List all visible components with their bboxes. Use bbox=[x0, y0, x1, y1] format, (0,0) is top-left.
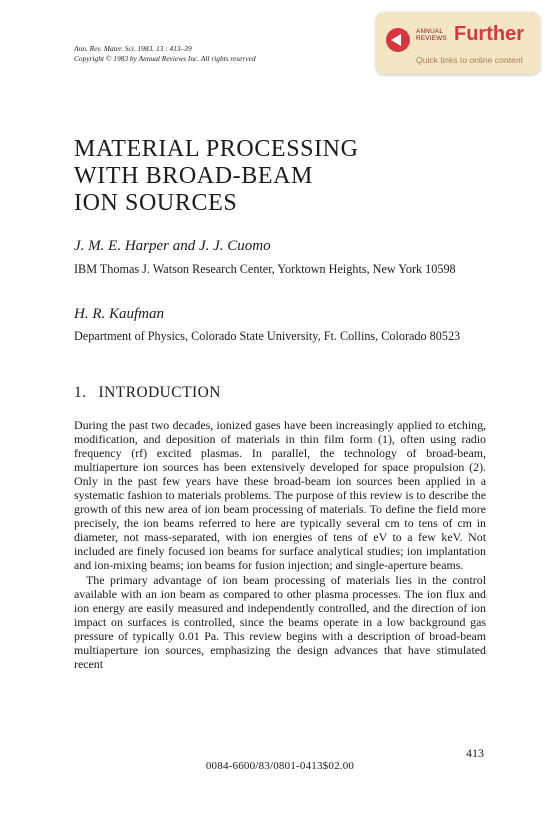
further-badge[interactable] bbox=[376, 12, 540, 74]
article-title bbox=[74, 136, 359, 217]
section-number: 1. bbox=[74, 384, 87, 401]
title-line: WITH BROAD-BEAM bbox=[74, 163, 313, 189]
page-number: 413 bbox=[466, 746, 484, 760]
price-code: 0084-6600/83/0801-0413$02.00 bbox=[205, 760, 355, 772]
brand-line-reviews: REVIEWS bbox=[416, 35, 447, 43]
copyright-notice: Copyright © 1983 by Annual Reviews Inc. All rights reserved bbox=[74, 54, 256, 63]
journal-citation-block bbox=[74, 44, 256, 64]
journal-citation: Ann. Rev. Mater. Sci. 1983. 13 : 413–39 bbox=[74, 44, 192, 53]
author-affiliation-2: Department of Physics, Colorado State University, Ft. Collins, Colorado 80523 bbox=[74, 329, 461, 343]
author-names-2: H. R. Kaufman bbox=[74, 306, 164, 322]
title-line: MATERIAL PROCESSING bbox=[74, 136, 359, 162]
author-names-1: J. M. E. Harper and J. J. Cuomo bbox=[74, 238, 271, 254]
section-heading bbox=[74, 384, 221, 402]
annual-reviews-logo-icon bbox=[386, 28, 410, 52]
section-title: INTRODUCTION bbox=[98, 384, 221, 401]
paragraph: During the past two decades, ionized gases have been increasingly applied to etching, modification, and deposition of materials in thin film form (1), often using radio frequency (rf) excited plasmas. In parallel, the technology of broad-beam, multiaperture ion sources has been extensively developed for space propulsion (2). Only in the past few years have these broad-beam ion sources been applied in a systematic fashion to materials problems. The purpose of this review is to describe the growth of this new area of ion beam processing of materials. To define the field more precisely, the ion beams referred to here are typically several cm to tens of cm in diameter, not mass-separated, with ion energies of tens of eV to a few keV. Not included are finely focused ion beams for surface analytical studies; ion implantation and ion-mixing beams; ion beams for fusion injection; and single-aperture beams. bbox=[74, 418, 486, 573]
brand-line-annual: ANNUAL bbox=[416, 28, 444, 35]
paragraph: The primary advantage of ion beam processing of materials lies in the control available with an ion beam as compared to other plasma processes. The ion flux and ion energy are easily measured and independently controlled, and the direction of ion impact on surfaces is controlled, since the beams operate in a low background gas pressure of typically 0.01 Pa. This review begins with a description of broad-beam multiaperture ion sources, emphasizing the design advances that have stimulated recent bbox=[74, 572, 486, 671]
further-label: Further bbox=[454, 23, 524, 45]
author-affiliation-1: IBM Thomas J. Watson Research Center, Yorktown Heights, New York 10598 bbox=[74, 262, 456, 276]
further-subtitle[interactable]: Quick links to online content bbox=[416, 55, 524, 65]
brand-name bbox=[416, 28, 456, 43]
title-line: ION SOURCES bbox=[74, 190, 238, 216]
section-body bbox=[74, 418, 486, 671]
